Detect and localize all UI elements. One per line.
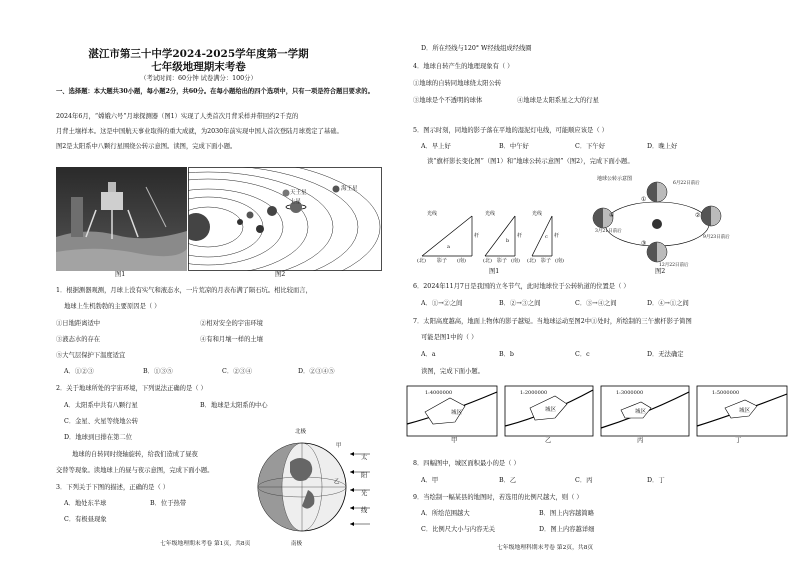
orbit-caption: 图2 [655,268,666,275]
q5-option-a[interactable]: A．早上好 [421,143,451,150]
map-scale: 1:2000000 [520,390,548,396]
q3-intro: 地球的自转同时绕轴旋转，给我们造成了昼夜 [72,451,198,458]
q6-option-a[interactable]: A．①→②之间 [421,300,463,307]
shadow-caption: 图1 [489,268,500,275]
map-name: 乙 [545,437,552,444]
q1-option-b[interactable]: B．①③⑤ [143,368,173,375]
orbit-date: 12月22日前后 [659,263,689,268]
maps-intro: 读图，完成下面小题。 [421,368,484,375]
orbit-num: ④ [609,212,615,219]
orbit-num: ② [695,212,701,219]
q9-option-a[interactable]: A．所绘范围越大 [421,510,470,517]
orbit-num: ③ [641,240,647,247]
shadow-label: b [506,238,510,244]
shadow-label: 光线 [532,211,543,217]
q1-option-a[interactable]: A．①②③ [64,368,94,375]
q5-option-c[interactable]: C．下午好 [575,143,606,150]
q8-option-d[interactable]: D．丁 [647,477,665,484]
map-city-label: 城区 [739,408,751,414]
q1-item: ⑤大气层保护下温度适宜 [56,352,126,359]
shadow-label: 影子 [497,258,508,264]
sunlight-char: 线 [361,507,368,514]
shadow-label: 影子 [541,258,552,264]
day-night-globe [250,432,380,540]
q1-item: ④有和月壤一样的土壤 [200,336,263,343]
q5-stem: 5．图示时刻，同地的影子落在平地的湿泥灯电线，可能顺应该是（ ） [413,127,608,134]
q7-option-d[interactable]: D．无法确定 [647,351,684,358]
map-name: 丁 [735,437,742,444]
intro-line: 2024年6月，“嫦娥六号”月球探测器（图1）实现了人类首次月背采样并带回约2千克的 [56,113,299,120]
section1-heading: 一、选择题：本大题共30小题，每小题2分，共60分。在每小题给出的四个选项中，只有一项是符合题目要求的。 [56,88,374,95]
shadow-label: (南) [511,258,520,264]
globe-point-label: 乙 [334,479,340,485]
chang-e-photo [56,167,187,271]
q1-option-c[interactable]: C．②③④ [222,368,253,375]
shadow-label: 杆 [474,233,480,239]
south-pole-label: 南极 [291,541,303,547]
q1-stem: 1．根据测器观测，月球上没有实气和液态水，一片荒凉的月表布满了陨石坑。相比较而言， [56,287,312,294]
q3-option-d[interactable]: D．所在经线与120° W经线组成经线圈 [421,45,532,52]
q5-option-b[interactable]: B．中午好 [499,143,529,150]
map-scale: 1:3000000 [616,390,644,396]
shadow-label: (北) [417,258,426,264]
q7-option-a[interactable]: A．a [421,351,436,358]
shadow-label: (南) [457,258,466,264]
q7-option-c[interactable]: C．c [575,351,590,358]
q4-item: ③地球是个不透明的球体 [413,97,483,104]
q1-item: ②相对安全的宇宙环境 [200,320,263,327]
q1-stem: 地球上生机勃勃的主要原因是（ ） [64,303,161,310]
q9-option-c[interactable]: C．比例尺大小与内容无关 [421,526,496,533]
q7-stem: 7．太阳高度越高，地面上物体的影子越短。当地球运动至图2中①处时，所绘制的三午旗杆影子简图 [413,318,692,325]
q9-stem: 9．当绘制一幅某县的地图时，若选用的比例尺越大，则（ ） [413,494,583,501]
fig1-caption: 图1 [115,271,126,278]
orbit-title: 地球公转示意图 [597,176,633,182]
shadow-label: 光线 [485,211,496,217]
globe-point-label: 甲 [336,443,342,449]
q3-option-b[interactable]: B．位于热带 [150,500,187,507]
q9-option-d[interactable]: D．图上内容越详细 [539,526,595,533]
q3-option-c[interactable]: C．有极昼现象 [64,516,107,523]
q2-stem: 2．关于地球所处的宇宙环境，下列说法正确的是（ ） [56,385,207,392]
planet-label: 海王星 [341,186,358,192]
shadow-label: 影子 [437,258,448,264]
q8-option-b[interactable]: B．乙 [499,477,517,484]
sunlight-char: 阳 [361,472,368,479]
intro-line: 图2是太阳系中八颗行星围绕公转示意图。读图，完成下面小题。 [56,143,237,150]
q8-stem: 8．四幅图中，城区面积最小的是（ ） [413,460,520,467]
q6-option-c[interactable]: C．③→④之间 [575,300,617,307]
q2-option-b[interactable]: B．地球是太阳系的中心 [200,402,268,409]
orbit-num: ① [641,196,647,203]
shadow-label: (北) [483,258,492,264]
map-scale: 1:4000000 [425,390,453,396]
q9-option-b[interactable]: B．图上内容越简略 [539,510,595,517]
q5-option-d[interactable]: D．晚上好 [647,143,678,150]
q6-option-b[interactable]: B．②→③之间 [499,300,541,307]
exam-info: （考试时间：60分钟 试卷满分：100分） [140,75,257,82]
orbit-date: 3月21日前后 [595,229,622,234]
sunlight-char: 太 [361,454,368,461]
shadow-label: (南) [555,258,564,264]
q8-option-a[interactable]: A．甲 [421,477,439,484]
planet-label: 天王星 [290,190,307,196]
q3-stem: 3．下列关于下图的描述，正确的是（ ） [56,484,170,491]
map-name: 甲 [451,437,458,444]
q4-stem: 4．地球自转产生的地理现象有（ ） [413,63,514,70]
intro-line: 月背土壤样本。这是中国航天事业取得的重大成就，为2030年前实现中国人首次登陆月球奠定了基础。 [56,128,343,135]
q2-option-c[interactable]: C．金星、火星等绕地公转 [64,418,139,425]
shadow-label: a [447,244,450,250]
map-city-label: 城区 [635,409,647,415]
q3-intro: 交替等现象。读地球上的昼与夜示意图，完成下面小题。 [56,467,214,474]
fig2-caption: 图2 [275,271,286,278]
q6-option-d[interactable]: D．④→①之间 [647,300,689,307]
sunlight-char: 光 [361,490,368,497]
q8-option-c[interactable]: C．丙 [575,477,593,484]
q2-option-d[interactable]: D．地球到日排在第二位 [64,434,133,441]
q3-option-a[interactable]: A．地处东半球 [64,500,107,507]
q1-item: ③液态水的存在 [56,336,101,343]
footer-right: 七年级地理科期末考卷 第2页，共8页 [497,545,594,551]
solar-system-diagram [188,167,382,271]
orbit-date: 6月22日前后 [673,181,700,186]
footer-left: 七年级地理期末考卷 第1页，共8页 [160,541,251,547]
q6-stem: 6．2024年11月7日是我国的立冬节气，此时地球位于公转轨道的位置是（ ） [413,283,630,290]
q4-item: ①地球的自转同地球绕太阳公转 [413,80,502,87]
earth-orbit-diagram [587,180,727,268]
map-city-label: 城区 [545,407,557,413]
shadow-label: c [545,234,548,240]
exam-title: 湛江市第三十中学2024-2025学年度第一学期 [88,48,309,60]
q2-option-a[interactable]: A．太阳系中共有八颗行星 [64,402,138,409]
q1-item: ①日地距离适中 [56,320,101,327]
right-page [397,0,794,561]
exam-subtitle: 七年级地理期末考卷 [151,61,246,73]
shadow-label: 杆 [554,233,560,239]
shadow-label: 光线 [427,211,438,217]
shadow-label: (北) [527,258,536,264]
north-pole-label: 北极 [295,429,307,435]
map-name: 丙 [637,437,644,444]
map-scale: 1:5000000 [712,390,740,396]
orbit-date: 9月23日前后 [703,235,730,240]
planet-label: 土星 [290,199,302,205]
q1-option-d[interactable]: D．②③④⑤ [298,368,335,375]
q4-item: ④地球是太阳系星之大的行星 [517,97,599,104]
map-city-label: 城区 [451,410,463,416]
q6-intro: 读“旗杆影长变化图”（图1）和“地球公转示意图”（图2），完成下面小题。 [427,158,634,165]
q7-stem: 可能是图1中的（ ） [421,334,478,341]
q7-option-b[interactable]: B．b [499,351,514,358]
shadow-label: 杆 [517,233,523,239]
